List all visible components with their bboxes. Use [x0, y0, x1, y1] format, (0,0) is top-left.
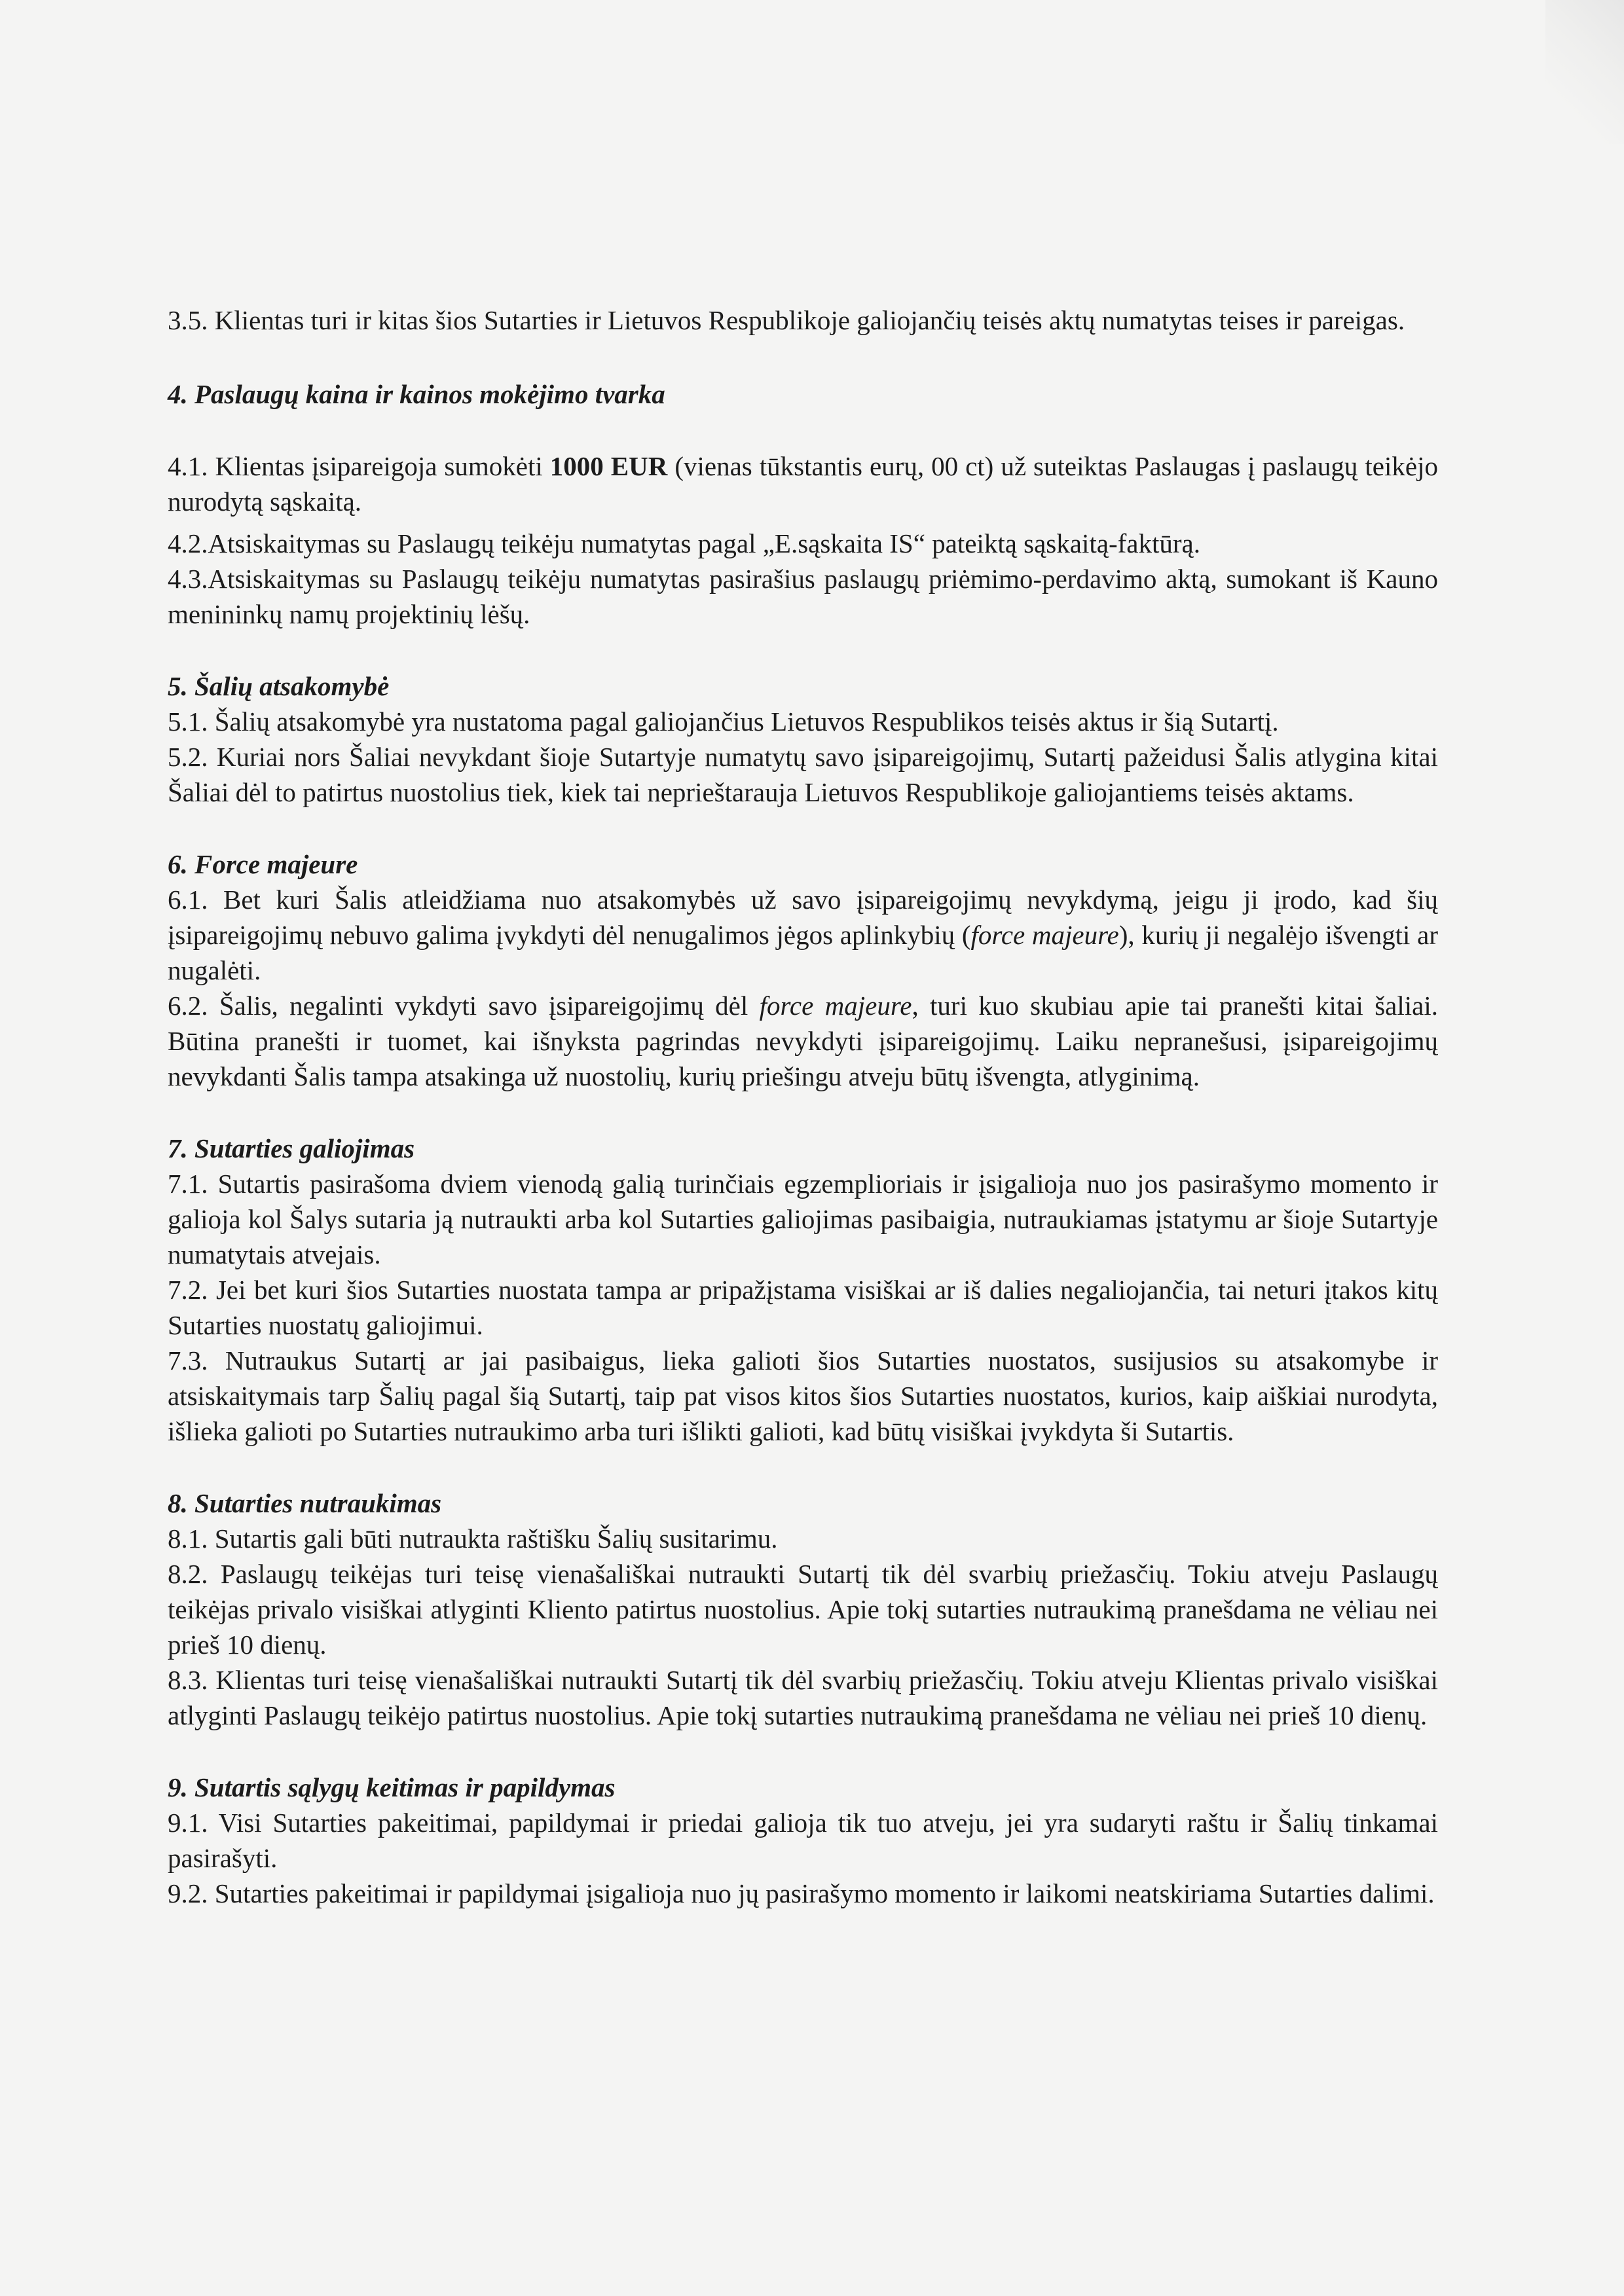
clause-8-3: 8.3. Klientas turi teisę vienašališkai nutraukti Sutartį tik dėl svarbių priežasčių. Tokiu atveju Klientas privalo visiškai atlyginti Paslaugų teikėjo patirtus nuostolius. Apie tokį sutarties nutraukimą pranešdama ne vėliau nei prieš 10 dienų. — [168, 1665, 1438, 1730]
section-8-heading: 8. Sutarties nutraukimas — [168, 1488, 442, 1518]
clause-8-1: 8.1. Sutartis gali būti nutraukta raštišku Šalių susitarimu. — [168, 1523, 778, 1554]
clause-7-1: 7.1. Sutartis pasirašoma dviem vienodą galią turinčiais egzemplioriais ir įsigalioja nuo jos pasirašymo momento ir galioja kol Šalys sutaria ją nutraukti arba kol Sutarties galiojimas pasibaigia, nutraukiamas įstatymu ar šioje Sutartyje numatytais atvejais. — [168, 1169, 1438, 1269]
clause-3-5: 3.5. Klientas turi ir kitas šios Sutarties ir Lietuvos Respublikoje galiojančių teisės aktų numatytas teises ir pareigas. — [168, 305, 1405, 335]
clause-8-2: 8.2. Paslaugų teikėjas turi teisę vienašališkai nutraukti Sutartį tik dėl svarbių priežasčių. Tokiu atveju Paslaugų teikėjas privalo visiškai atlyginti Kliento patirtus nuostolius. Apie tokį sutarties nutraukimą pranešdama ne vėliau nei prieš 10 dienų. — [168, 1559, 1438, 1660]
clause-6-1 — [168, 882, 1438, 988]
clause-9-2: 9.2. Sutarties pakeitimai ir papildymai įsigalioja nuo jų pasirašymo momento ir laikomi neatskiriama Sutarties dalimi. — [168, 1878, 1435, 1908]
clause-7-3: 7.3. Nutraukus Sutartį ar jai pasibaigus, lieka galioti šios Sutarties nuostatos, susijusios su atsakomybe ir atsiskaitymais tarp Šalių pagal šią Sutartį, taip pat visos kitos šios Sutarties nuostatos, kurios, kaip aiškiai nurodyta, išlieka galioti po Sutarties nutraukimo arba turi išlikti galioti, kad būtų visiškai įvykdyta ši Sutartis. — [168, 1345, 1438, 1446]
contract-page — [168, 302, 1438, 1911]
clause-4-1-text: 4.1. Klientas įsipareigoja sumokėti — [168, 451, 550, 481]
page-corner-shadow — [1545, 0, 1624, 144]
section-9-heading: 9. Sutartis sąlygų keitimas ir papildymas — [168, 1772, 616, 1802]
clause-5-1: 5.1. Šalių atsakomybė yra nustatoma pagal galiojančius Lietuvos Respublikos teisės aktus ir šią Sutartį. — [168, 706, 1279, 737]
clause-6-1-text: 6.1. Bet kuri Šalis atleidžiama nuo atsakomybės už savo įsipareigojimų nevykdymą, jeigu ji įrodo, kad šių įsipareigojimų nebuvo galima įvykdyti dėl nenugalimos jėgos aplinkybių ( — [168, 884, 1438, 950]
clause-4-1 — [168, 448, 1438, 519]
clause-6-2-text: 6.2. Šalis, negalinti vykdyti savo įsipareigojimų dėl — [168, 991, 760, 1021]
force-majeure-term: force majeure — [970, 920, 1119, 950]
clause-4-1-text-end: (vienas tūkstantis eurų, 00 ct) už suteiktas Paslaugas į paslaugų teikėjo nurodytą sąskaitą. — [168, 451, 1438, 517]
section-7-heading: 7. Sutarties galiojimas — [168, 1133, 415, 1163]
force-majeure-term: force majeure — [759, 991, 912, 1021]
clause-4-3: 4.3.Atsiskaitymas su Paslaugų teikėju numatytas pasirašius paslaugų priėmimo-perdavimo aktą, sumokant iš Kauno menininkų namų projektinių lėšų. — [168, 564, 1438, 629]
section-6-heading: 6. Force majeure — [168, 849, 358, 879]
clause-9-1: 9.1. Visi Sutarties pakeitimai, papildymai ir priedai galioja tik tuo atveju, jei yra sudaryti raštu ir Šalių tinkamai pasirašyti. — [168, 1808, 1438, 1873]
clause-6-1-text-end: ), kurių ji negalėjo išvengti ar nugalėti. — [168, 920, 1438, 985]
section-5-heading: 5. Šalių atsakomybė — [168, 671, 390, 701]
clause-6-2 — [168, 988, 1438, 1094]
section-4-heading: 4. Paslaugų kaina ir kainos mokėjimo tvarka — [168, 379, 665, 409]
clause-4-2: 4.2.Atsiskaitymas su Paslaugų teikėju numatytas pagal „E.sąskaita IS“ pateiktą sąskaitą-faktūrą. — [168, 528, 1200, 558]
clause-7-2: 7.2. Jei bet kuri šios Sutarties nuostata tampa ar pripažįstama visiškai ar iš dalies negaliojančia, tai neturi įtakos kitų Sutarties nuostatų galiojimui. — [168, 1275, 1438, 1340]
price-amount: 1000 EUR — [549, 451, 668, 481]
clause-6-2-text-end: , turi kuo skubiau apie tai pranešti kitai šaliai. Būtina pranešti ir tuomet, kai išnyksta pagrindas nevykdyti įsipareigojimų. Laiku nepranešusi, įsipareigojimų nevykdanti Šalis tampa atsakinga už nuostolių, kurių priešingu atveju būtų išvengta, atlyginimą. — [168, 991, 1438, 1091]
clause-5-2: 5.2. Kuriai nors Šaliai nevykdant šioje Sutartyje numatytų savo įsipareigojimų, Sutartį pažeidusi Šalis atlygina kitai Šaliai dėl to patirtus nuostolius tiek, kiek tai neprieštarauja Lietuvos Respublikoje galiojantiems teisės aktams. — [168, 742, 1438, 807]
